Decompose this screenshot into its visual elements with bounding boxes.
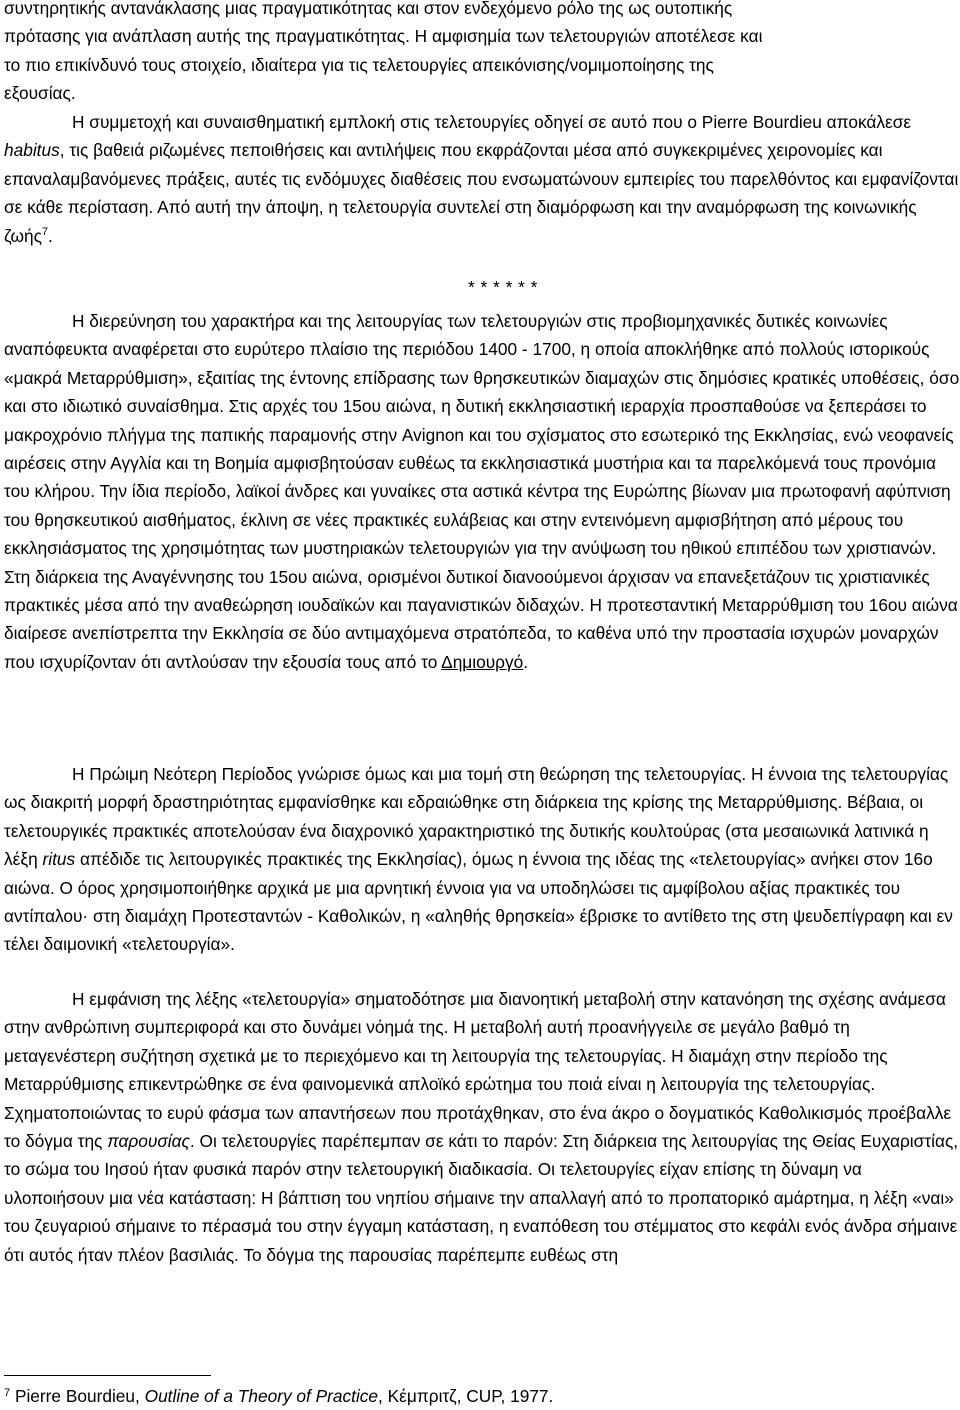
footnote-author: Pierre Bourdieu, [14,1386,145,1406]
footnote-divider [4,1375,211,1376]
intro-line-3: το πιο επικίνδυνό τους στοιχείο, ιδιαίτερα για τις τελετουργίες απεικόνισης/νομιμοποίησης της [4,54,714,75]
early-modern-text-after: απέδιδε τις λειτουργικές πρακτικές της Εκκλησίας), όμως η έννοια της ιδέας της «τελετουργίας» ανήκει στον 16ο αιώνα. Ο όρος χρησιμοποιήθηκε αρχικά με μια αρνητική έννοια για να υποδηλώσει τις αμφίβολου αξίας πρακτικές του αντίπαλου· στη διαμάχη Προτεσταντών - Καθολικών, η «αληθής θρησκεία» έβρισκε το αντίθετο της στη ψευδεπίγραφη και εν τέλει δαιμονική «τελετουργία». [4,849,953,955]
intro-line-1: συντηρητικής αντανάκλασης μιας πραγματικότητας και στον ενδεχόμενο ρόλο της ως ουτοπικής [4,0,733,18]
intro-line-4: εξουσίας. [4,83,76,104]
footnote-title: Outline of a Theory of Practice [144,1386,379,1406]
footnote-number: 7 [4,1387,11,1399]
habitus-text-after: , τις βαθειά ριζωμένες πεποιθήσεις και αντιλήψεις που εκφράζονται μέσα από συγκεκριμένες χειρονομίες και επαναλαμβανόμενες πράξεις, αυτές τις ενδόμυχες διαθέσεις που ενσωματώνουν εμπειρίες του παρελθόντος και εμφανίζονται σε κάθε περίσταση. Από αυτή την άποψη, η τελετουργία συντελεί στη διαμόρφωση και την αναμόρφωση της κοινωνικής ζωής [4,140,959,246]
ritus-term: ritus [42,849,76,870]
early-modern-text-before: Η Πρώιμη Νεότερη Περίοδος γνώρισε όμως και μια τομή στη θεώρηση της τελετουργίας. Η έννοια της τελετουργίας ως διακριτή μορφή δραστηριότητας εμφανίσθηκε και εδραιώθηκε στη διάρκεια της κρίσης της Μεταρρύθμισης. Βέβαια, οι τελετουργικές πρακτικές αποτελούσαν ένα διαχρονικό χαρακτηριστικό της δυτικής κουλτούρας (στα μεσαιωνικά λατινικά η λέξη [4,764,949,870]
habitus-text-before: Η συμμετοχή και συναισθηματική εμπλοκή στις τελετουργίες οδηγεί σε αυτό που ο Pierre Bourdieu αποκάλεσε [72,112,912,132]
reformation-text: Η διερεύνηση του χαρακτήρα και της λειτουργίας των τελετουργιών στις προβιομηχανικές δυτικές κοινωνίες αναπόφευκτα αναφέρεται στο ευρύτερο πλαίσιο της περιόδου 1400 - 1700, η οποία αποκλήθηκε από πολλούς ιστορικούς «μακρά Μεταρρύθμιση», εξαιτίας της έντονης επίδρασης των θρησκευτικών διαμαχών στις δημόσιες κρατικές υποθέσεις, όσο και στο ιδιωτικό συναίσθημα. Στις αρχές του 15ου αιώνα, η δυτική εκκλησιαστική ιεραρχία προσπαθούσε να ξεπεράσει το μακροχρόνιο πλήγμα της παπικής παραμονής στην Avignon και του σχίσματος στο εσωτερικό της Εκκλησίας, ενώ νεοφανείς αιρέσεις στην Αγγλία και τη Βοημία αμφισβητούσαν ευθέως τα εκκλησιαστικά μυστήρια και τα παρελκόμενά τους προνόμια του κλήρου. Την ίδια περίοδο, λαϊκοί άνδρες και γυναίκες στα αστικά κέντρα της Ευρώπης βίωναν μια πρωτοφανή αφύπνιση του θρησκευτικού αισθήματος, έκλινη σε νέες πρακτικές ευλάβειας και στην εντεινόμενη αμφισβήτηση από μέρους του εκκλησιάσματος της χρησιμότητας των μυστηριακών τελετουργιών για την ανύψωση του ηθικού επιπέδου των χριστιανών. Στη διάρκεια της Αναγέννησης του 15ου αιώνα, ορισμένοι δυτικοί διανοούμενοι άρχισαν να επανεξετάζουν τις χριστιανικές πρακτικές μέσα από την αναθεώρηση ιουδαϊκών και παγανιστικών διδαχών. Η προτεσταντική Μεταρρύθμιση του 16ου αιώνα διαίρεσε ανεπίστρεπτα την Εκκλησία σε δύο αντιμαχόμενα στρατόπεδα, το καθένα υπό την προστασία ισχυρών μοναρχών που ισχυρίζονταν ότι αντλούσαν την εξουσία τους από το [4,311,960,672]
footnote-publication: , Κέμπριτζ, CUP, 1977. [378,1386,554,1406]
intro-line-2: πρότασης για ανάπλαση αυτής της πραγματικότητας. Η αμφισημία των τελετουργιών αποτέλεσε και [4,26,763,47]
paragraph-word-emergence [4,985,960,1269]
footnote [4,1384,960,1408]
paragraph-intro [4,0,960,108]
paragraph-reformation: Η διερεύνηση του χαρακτήρα και της λειτουργίας των τελετουργιών στις προβιομηχανικές δυτικές κοινωνίες αναπόφευκτα αναφέρεται στο ευρύτερο πλαίσιο της περιόδου 1400 - 1700, η οποία αποκλήθηκε από πολλούς ιστορικούς «μακρά Μεταρρύθμιση», εξαιτίας της έντονης επίδρασης των θρησκευτικών διαμαχών στις δημόσιες κρατικές υποθέσεις, όσο και στο ιδιωτικό συναίσθημα. Στις αρχές του 15ου αιώνα, η δυτική εκκλησιαστική ιεραρχία προσπαθούσε να ξεπεράσει το μακροχρόνιο πλήγμα της παπικής παραμονής στην Avignon και του σχίσματος στο εσωτερικό της Εκκλησίας, ενώ νεοφανείς αιρέσεις στην Αγγλία και τη Βοημία αμφισβητούσαν ευθέως τα εκκλησιαστικά μυστήρια και τα παρελκόμενά τους προνόμια του κλήρου. Την ίδια περίοδο, λαϊκοί άνδρες και γυναίκες στα αστικά κέντρα της Ευρώπης βίωναν μια πρωτοφανή αφύπνιση του θρησκευτικού αισθήματος, έκλινη σε νέες πρακτικές ευλάβειας και στην εντεινόμενη αμφισβήτηση από μέρους του εκκλησιάσματος της χρησιμότητας των μυστηριακών τελετουργιών για την ανύψωση του ηθικού επιπέδου των χριστιανών. Στη διάρκεια της Αναγέννησης του 15ου αιώνα, ορισμένοι δυτικοί διανοούμενοι άρχισαν να επανεξετάζουν τις χριστιανικές πρακτικές μέσα από την αναθεώρηση ιουδαϊκών και παγανιστικών διδαχών. Η προτεσταντική Μεταρρύθμιση του 16ου αιώνα διαίρεσε ανεπίστρεπτα την Εκκλησία σε δύο αντιμαχόμενα στρατόπεδα, το καθένα υπό την προστασία ισχυρών μοναρχών που ισχυρίζονταν ότι αντλούσαν την εξουσία τους από το Δημιουργό. [4,311,960,672]
word-emergence-text-before: Η εμφάνιση της λέξης «τελετουργία» σηματοδότησε μια διανοητική μεταβολή στην κατανόηση της σχέσης ανάμεσα στην ανθρώπινη συμπεριφορά και στο δυνάμει νόημά της. Η μεταβολή αυτή προανήγγειλε σε μεγάλο βαθμό τη μεταγενέστερη συζήτηση σχετικά με το περιεχόμενο και τη λειτουργία της τελετουργίας. Η διαμάχη στην περίοδο της Μεταρρύθμισης επικεντρώθηκε σε ένα φαινομενικά απλοϊκό ερώτημα του ποιά είναι η λειτουργία της τελετουργίας. Σχηματοποιώντας το ευρύ φάσμα των απαντήσεων που προτάχθηκαν, στο ένα άκρο ο δογματικός Καθολικισμός προέβαλλε το δόγμα της [4,989,952,1152]
footnote-reference[interactable]: 7 [41,225,49,238]
paragraph-early-modern [4,760,960,959]
word-emergence-text-after: . Οι τελετουργίες παρέπεμπαν σε κάτι το παρόν: Στη διάρκεια της λειτουργίας της Θείας Ευχαριστίας, το σώμα του Ιησού ήταν φυσικά παρόν στην τελετουργική διαδικασία. Οι τελετουργίες είχαν επίσης τη δύναμη να υλοποιήσουν μια νέα κατάσταση: Η βάπτιση του νηπίου σήμαινε την απαλλαγή από το προπατορικό αμάρτημα, η λέξη «ναι» του ζευγαριού σήμαινε το πέρασμά του στην έγγαμη κατάσταση, η εναπόθεση του στέμματος στο κεφάλι ενός άνδρα σήμαινε ότι αυτός ήταν πλέον βασιλιάς. Το δόγμα της παρουσίας παρέπεμπε ευθέως στη [4,1131,959,1265]
parousia-term: παρουσίας [107,1131,190,1152]
habitus-term: habitus [4,140,60,161]
underlined-word: Δημιουργό [441,651,524,672]
paragraph-habitus: Η συμμετοχή και συναισθηματική εμπλοκή στις τελετουργίες οδηγεί σε αυτό που ο Pierre Bourdieu αποκάλεσε habitus, τις βαθειά ριζωμένες πεποιθήσεις και αντιλήψεις που εκφράζονται μέσα από συγκεκριμένες χειρονομίες και επαναλαμβανόμενες πράξεις, αυτές τις ενδόμυχες διαθέσεις που ενσωματώνουν εμπειρίες του παρελθόντος και εμφανίζονται σε κάθε περίσταση. Από αυτή την άποψη, η τελετουργία συντελεί στη διαμόρφωση και την αναμόρφωση της κοινωνικής ζωής$^7$. [4,112,959,246]
section-break: * * * * * * [468,277,538,297]
